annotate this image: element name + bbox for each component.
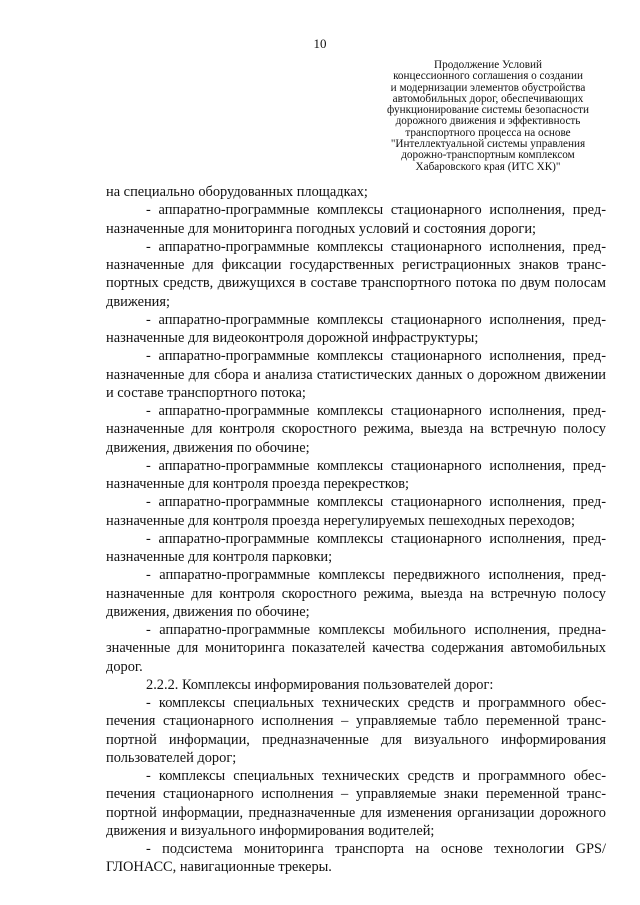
list-item: - аппаратно-программные комплексы стационарного исполнения, предназначенные для контроля парковки;: [106, 530, 606, 565]
list-item: - комплексы специальных технических средств и программного обеспечения стационарного исполнения – управляемые знаки переменной транспортной информации, предназначенные для изменения организации дорожного движения и визуального информирования водителей;: [106, 768, 606, 839]
header-line: функционирование системы безопасности: [387, 104, 589, 117]
list-item: - аппаратно-программные комплексы стационарного исполнения, предназначенные для видеоконтроля дорожной инфраструктуры;: [106, 311, 606, 346]
list-item: - аппаратно-программные комплексы стационарного исполнения, предназначенные для контроля скоростного режима, выезда на встречную полосу движения, движения по обочине;: [106, 403, 606, 456]
list-item: - аппаратно-программные комплексы стационарного исполнения, предназначенные для сбора и анализа статистических данных о дорожном движении и составе транспортного потока;: [106, 348, 606, 401]
header-line: автомобильных дорог, обеспечивающих: [392, 92, 584, 105]
list-item: - аппаратно-программные комплексы стационарного исполнения, предназначенные для мониторинга погодных условий и состояния дороги;: [106, 202, 606, 237]
header-line: концессионного соглашения о создании: [393, 70, 583, 83]
list-item: - комплексы специальных технических средств и программного обеспечения стационарного исполнения – управляемые табло переменной транспортной информации, предназначенные для визуального информирования пользователей дорог;: [106, 695, 606, 766]
list-item: - аппаратно-программные комплексы стационарного исполнения, предназначенные для контроля проезда нерегулируемых пешеходных переходов;: [106, 494, 606, 529]
header-line: дорожно-транспортным комплексом: [401, 149, 575, 162]
header-line: Продолжение Условий: [434, 59, 542, 71]
list-item: - аппаратно-программные комплексы мобильного исполнения, предназначенные для мониторинга показателей качества содержания автомобильных дорог.: [106, 622, 606, 675]
list-item: - аппаратно-программные комплексы стационарного исполнения, предназначенные для фиксации государственных регистрационных знаков транспортных средств, движущихся в составе транспортного потока по двум полосам движения;: [106, 238, 606, 310]
list-item: - подсистема мониторинга транспорта на основе технологии GPS/ ГЛОНАСС, навигационные трекеры.: [106, 841, 606, 876]
list-item: - аппаратно-программные комплексы стационарного исполнения, предназначенные для контроля проезда перекрестков;: [106, 457, 606, 492]
header-line: дорожного движения и эффективность: [395, 115, 581, 128]
header-line: Хабаровского края (ИТС ХК)": [415, 160, 561, 173]
section-heading: 2.2.2. Комплексы информирования пользователей дорог:: [146, 676, 494, 693]
document-body: [106, 183, 606, 877]
header-line: и модернизации элементов обустройства: [390, 81, 586, 94]
document-header: [372, 60, 604, 173]
header-line: транспортного процесса на основе: [405, 126, 571, 139]
header-line: "Интеллектуальной системы управления: [390, 138, 586, 151]
page-number: 10: [313, 36, 327, 51]
paragraph: на специально оборудованных площадках;: [106, 184, 368, 200]
list-item: - аппаратно-программные комплексы передвижного исполнения, предназначенные для контроля скоростного режима, выезда на встречную полосу движения, движения по обочине;: [106, 567, 606, 620]
